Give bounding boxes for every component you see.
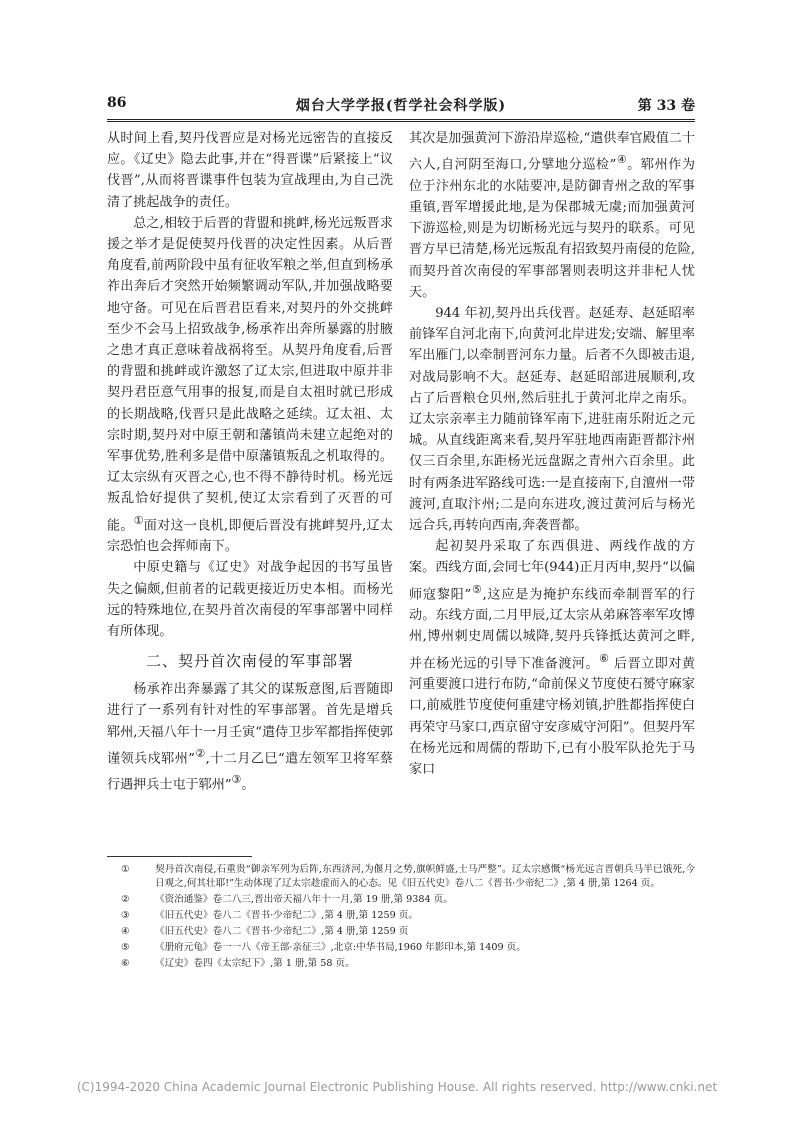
paragraph: 944 年初,契丹出兵伐晋。赵延寿、赵延昭率前锋军自河北南下,向黄河北岸进发;安端、解里率军出雁门,以牵制晋河东力量。后者不久即被击退,对战局影响不大。赵延寿、赵延昭部进展顺利,攻占了后晋粮仓贝州,然后驻扎于黄河北岸之南乐。辽太宗亲率主力随前锋军南下,进驻南乐附近之元城。从直线距离来看,契丹军驻地西南距晋都汴州仅三百余里,东距杨光远盘踞之青州六百余里。此时有两条进军路线可选:一是直接南下,自澶州一带渡河,直取汴州;二是向东进攻,渡过黄河后与杨光远合兵,再转向西南,奔袭晋都。: [409, 305, 695, 534]
footnote: [107, 909, 695, 923]
page-number: 86: [107, 95, 127, 111]
footnote: [107, 941, 695, 955]
paragraph: 中原史籍与《辽史》对战争起因的书写虽皆失之偏颇,但前者的记载更接近历史本相。而杨光远的特殊地位,在契丹首次南侵的军事部署中同样有所体现。: [107, 560, 393, 640]
left-column: [107, 128, 393, 796]
paragraph: [409, 128, 695, 303]
footnote: [107, 925, 695, 939]
footnote-mark: ③: [121, 910, 130, 921]
footnote-mark: ⑥: [121, 958, 130, 969]
paragraph-text: ,这应是为掩护东线而牵制晋军的行动。东线方面,二月甲辰,辽太宗从弟麻答率军攻博州,博州刺史周儒以城降,契丹兵锋抵达黄河之畔,并在杨光远的引导下准备渡河。: [409, 586, 695, 671]
footnote: [107, 863, 695, 891]
footnote-ref[interactable]: ①: [133, 513, 144, 527]
footnote-mark: ②: [121, 894, 130, 905]
volume-label: 第 33 卷: [637, 98, 695, 114]
footnote-ref[interactable]: ⑤: [471, 582, 483, 596]
paragraph-text: 总之,相较于后晋的背盟和挑衅,杨光远叛晋求援之举才是促使契丹伐晋的决定性因素。从后晋角度看,前两阶段中虽有征收军粮之举,但直到杨承祚出奔后才突然开始频繁调动军队,并加强战略要地守备。可见在后晋君臣看来,对契丹的外交挑衅至少不会马上招致战争,杨承祚出奔所暴露的肘腋之患才真正意味着战祸将至。从契丹角度看,后晋的背盟和挑衅或许激怒了辽太宗,但进取中原并非契丹君臣意气用事的报复,而是自太祖时就已形成的长期战略,伐晋只是此战略之延续。辽太祖、太宗时期,契丹对中原王朝和藩镇尚未建立起绝对的军事优势,胜利多是借中原藩镇叛乱之机取得的。辽太宗纵有灭晋之心,也不得不静待时机。杨光远叛乱恰好提供了契机,使辽太宗看到了灭晋的可能。: [107, 215, 393, 534]
paragraph: 从时间上看,契丹伐晋应是对杨光远密告的直接反应。《辽史》隐去此事,并在“得晋谍”后紧接上“议伐晋”,从而将晋谍事件包装为宣战理由,为自己洗清了挑起战争的责任。: [107, 131, 393, 210]
footnote: [107, 957, 695, 971]
footnotes: [107, 863, 695, 973]
journal-title: 烟台大学学报(哲学社会科学版): [295, 98, 507, 114]
footnote-text: 《辽史》卷四《太宗纪下》,第 1 册,第 58 页。: [155, 958, 355, 969]
paragraph-text: 其次是加强黄河下游沿岸巡检,“遣供奉官殿值二十六人,自河阴至海口,分擘地分巡检”: [409, 131, 695, 173]
paragraph: [107, 213, 393, 558]
footnote-mark: ①: [121, 864, 130, 875]
footnote-ref[interactable]: ④: [616, 153, 628, 167]
paragraph-text: 杨承祚出奔暴露了其父的谋叛意图,后晋随即进行了一系列有针对性的军事部署。首先是增兵郓州,天福八年十一月壬寅“遣侍卫步军都指挥使郭谨领兵戍郓州”: [107, 682, 393, 767]
paragraph: [409, 536, 695, 780]
paragraph-text: 。: [241, 777, 255, 793]
footnote: [107, 893, 695, 907]
paragraph-text: 面对这一良机,即便后晋没有挑衅契丹,辽太宗恐怕也会挥师南下。: [107, 518, 394, 555]
running-header: [107, 93, 695, 117]
footnote-text: 《资治通鉴》卷二八三,晋出帝天福八年十一月,第 19 册,第 9384 页。: [155, 894, 453, 905]
footnote-ref[interactable]: ③: [231, 773, 242, 787]
footnote-mark: ④: [121, 926, 130, 937]
footnote-ref[interactable]: ②: [194, 746, 206, 760]
footnote-ref[interactable]: ⑥: [599, 651, 610, 665]
paragraph-text: ,十二月乙巳“遣左领军卫将军蔡行遇押兵士屯于郓州”: [107, 751, 393, 793]
footnote-text: 《旧五代史》卷八二《晋书·少帝纪二》,第 4 册,第 1259 页。: [155, 910, 418, 921]
footnote-text: 契丹首次南侵,石重贵“御亲军列为后阵,东西济河,为偃月之势,旗帜鲜盛,士马严整”。辽太宗感慨“杨光远言晋朝兵马半已饿死,今日观之,何其壮耶!”生动体现了辽太宗趁虚而入的心态。见《旧五代史》卷八二《晋书·少帝纪二》,第 4 册,第 1264 页。: [155, 864, 695, 889]
header-rule-bottom: [107, 121, 695, 122]
copyright-notice: (C)1994-2020 China Academic Journal Electronic Publishing House. All rights reserved. http://www.cnki.net: [76, 1080, 718, 1094]
right-column: [409, 128, 695, 780]
footnote-text: 《旧五代史》卷八二《晋书·少帝纪二》,第 4 册,第 1259 页: [155, 926, 409, 937]
footnote-divider: [107, 856, 252, 857]
section-heading: 二、契丹首次南侵的军事部署: [145, 652, 354, 671]
paragraph-text: 后晋立即对黄河重要渡口进行布防,“命前保义节度使石赟守麻家口,前威胜节度使何重建守杨刘镇,护胜都指挥使白再荣守马家口,西京留守安彦威守河阳”。但契丹军在杨光远和周儒的帮助下,已有小股军队抢先于马家口: [409, 655, 695, 777]
header-rule-top: [107, 119, 695, 120]
paragraph-text: 起初契丹采取了东西俱进、两线作战的方案。西线方面,会同七年(944)正月丙申,契丹“以偏师寇黎阳”: [409, 539, 695, 602]
paragraph: [107, 679, 393, 796]
footnote-mark: ⑤: [121, 942, 130, 953]
paragraph-text: 。郓州作为位于汴州东北的水陆要冲,是防御青州之敌的军事重镇,晋军增援此地,是为保郡城无虞;而加强黄河下游巡检,则是为切断杨光远与契丹的联系。可见晋方早已清楚,杨光远叛乱有招致契丹南侵的危险,而契丹首次南侵的军事部署则表明这并非杞人忧天。: [409, 157, 695, 300]
footnote-text: 《册府元龟》卷一一八《帝王部·亲征三》,北京:中华书局,1960 年影印本,第 1409 页。: [155, 942, 526, 953]
